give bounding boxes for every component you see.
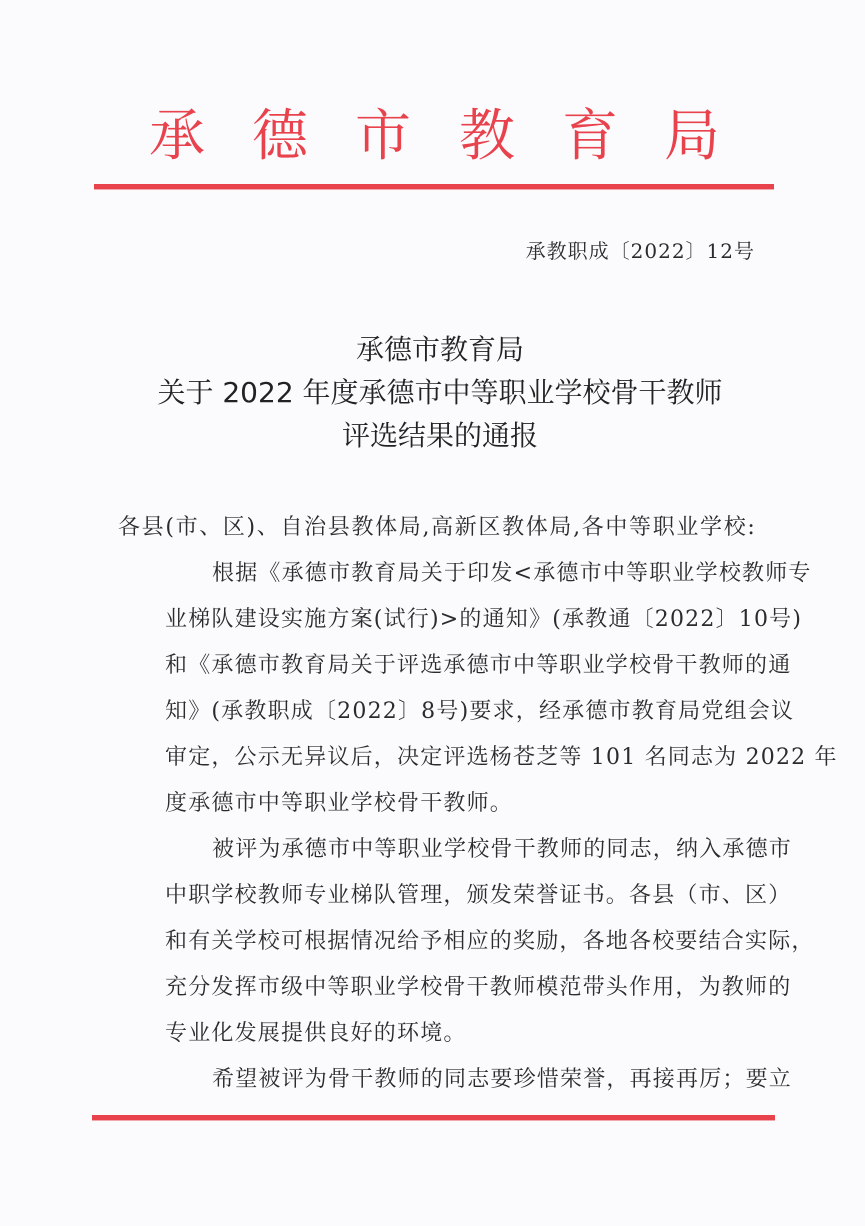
title-line-3: 评选结果的通报 [341,419,538,452]
text-line: 和有关学校可根据情况给予相应的奖励，各地各校要结合实际， [165,929,815,954]
masthead-char: 市 [355,104,411,169]
title-line-1: 承德市教育局 [355,333,524,366]
paragraph-3 [118,1057,793,1103]
document-number: 承教职成〔2022〕12号 [525,239,755,263]
red-divider-bottom [92,1115,775,1120]
text-line: 和《承德市教育局关于评选承德市中等职业学校骨干教师的通 [165,653,792,678]
text-line: 业梯队建设实施方案(试行)>的通知》(承教通〔2022〕10号) [165,607,803,632]
masthead-char: 承 [149,104,205,169]
masthead-char: 局 [664,104,720,169]
text-line: 专业化发展提供良好的环境。 [165,1021,467,1046]
text-line: 知》(承教职成〔2022〕8号)要求，经承德市教育局党组会议 [165,699,795,724]
masthead-char: 德 [252,104,308,169]
paragraph-2 [118,827,815,1057]
document-title [110,328,770,457]
text-line: 根据《承德市教育局关于印发<承德市中等职业学校教师专 [212,561,812,586]
document-body [118,505,838,1103]
masthead-char: 育 [562,104,618,169]
text-line: 审定，公示无异议后，决定评选杨苍芝等 101 名同志为 2022 年 [165,745,838,770]
text-line: 度承德市中等职业学校骨干教师。 [165,791,514,816]
text-line: 被评为承德市中等职业学校骨干教师的同志，纳入承德市 [212,837,793,862]
text-line: 希望被评为骨干教师的同志要珍惜荣誉，再接再厉；要立 [212,1067,793,1092]
masthead-char: 教 [459,104,515,169]
text-line: 中职学校教师专业梯队管理，颁发荣誉证书。各县（市、区） [165,883,792,908]
red-divider-top [94,184,774,189]
masthead [0,104,865,170]
text-line: 充分发挥市级中等职业学校骨干教师模范带头作用，为教师的 [165,975,792,1000]
salutation: 各县(市、区)、自治县教体局,高新区教体局,各中等职业学校: [118,515,756,540]
paragraph-1 [118,551,838,827]
title-line-2: 关于 2022 年度承德市中等职业学校骨干教师 [157,376,723,409]
